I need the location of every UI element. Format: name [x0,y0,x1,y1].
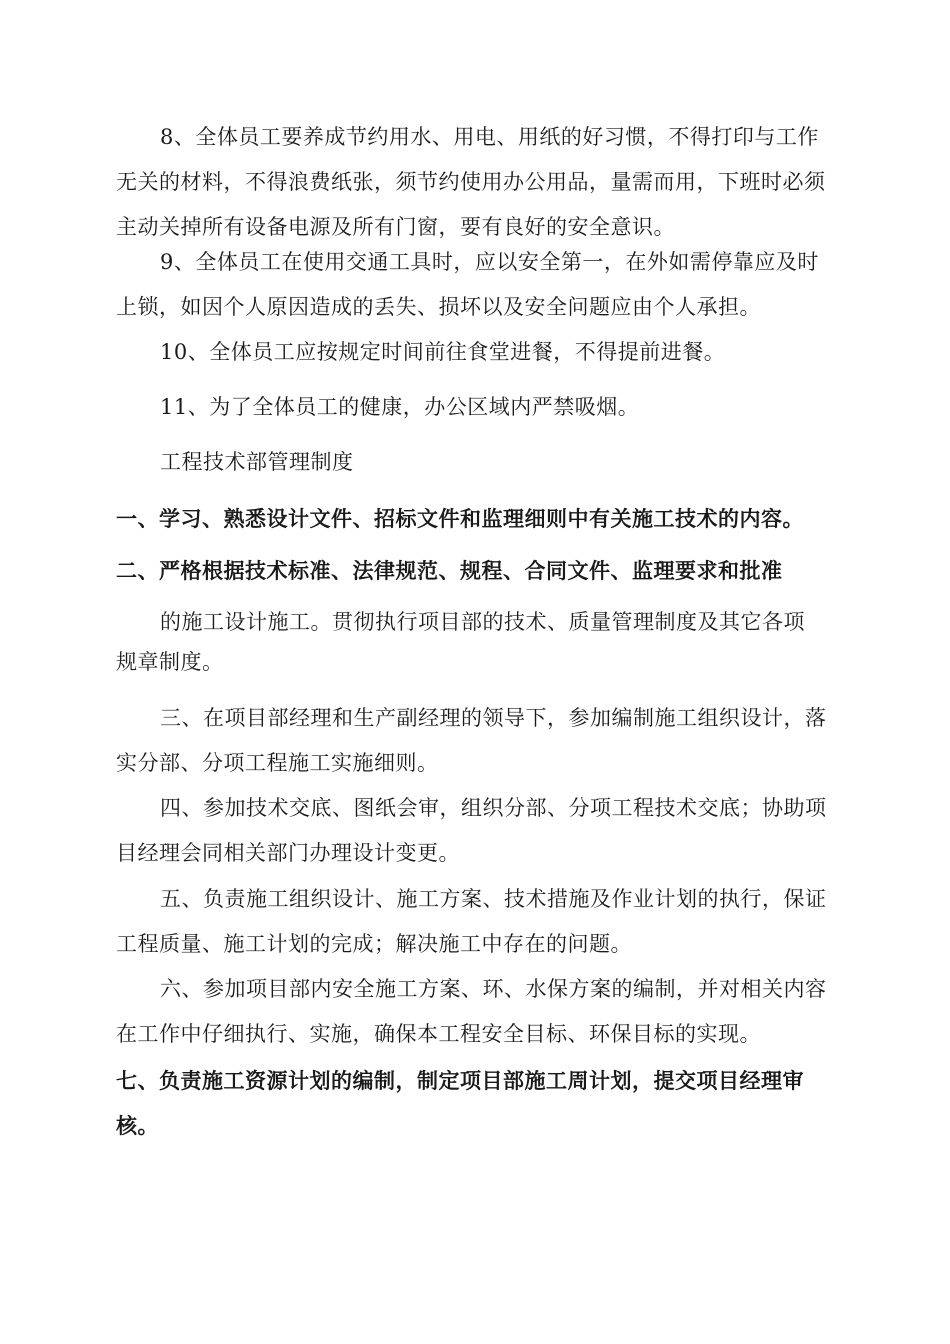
paragraph-item-11: 11、为了全体员工的健康，办公区域内严禁吸烟。 [160,395,640,419]
section-heading: 工程技术部管理制度 [160,450,354,474]
paragraph-item-8: 8、全体员工要养成节约用水、用电、用纸的好习惯，不得打印与工作无关的材料，不得浪费纸张，须节约使用办公用品，量需而用，下班时必须主动关掉所有设备电源及所有门窗，要有良好的安全意识。 [116,125,826,239]
clause-four: 四、参加技术交底、图纸会审，组织分部、分项工程技术交底；协助项目经理会同相关部门办理设计变更。 [116,796,827,865]
paragraph-item-9: 9、全体员工在使用交通工具时，应以安全第一，在外如需停靠应及时上锁，如因个人原因造成的丢失、损坏以及安全问题应由个人承担。 [116,250,819,319]
paragraph-item-10: 10、全体员工应按规定时间前往食堂进餐，不得提前进餐。 [160,340,726,364]
clause-six: 六、参加项目部内安全施工方案、环、水保方案的编制，并对相关内容在工作中仔细执行、实施，确保本工程安全目标、环保目标的实现。 [116,977,827,1046]
clause-two: 二、严格根据技术标准、法律规范、规程、合同文件、监理要求和批准 [116,558,783,583]
clause-five: 五、负责施工组织设计、施工方案、技术措施及作业计划的执行，保证工程质量、施工计划的完成；解决施工中存在的问题。 [116,887,827,956]
clause-two-continuation: 的施工设计施工。贯彻执行项目部的技术、质量管理制度及其它各项 [160,610,805,634]
clause-seven: 七、负责施工资源计划的编制，制定项目部施工周计划，提交项目经理审核。 [116,1068,804,1138]
clause-two-end: 规章制度。 [116,650,224,674]
clause-three: 三、在项目部经理和生产副经理的领导下，参加编制施工组织设计，落实分部、分项工程施工实施细则。 [116,706,827,775]
clause-one: 一、学习、熟悉设计文件、招标文件和监理细则中有关施工技术的内容。 [116,506,804,531]
